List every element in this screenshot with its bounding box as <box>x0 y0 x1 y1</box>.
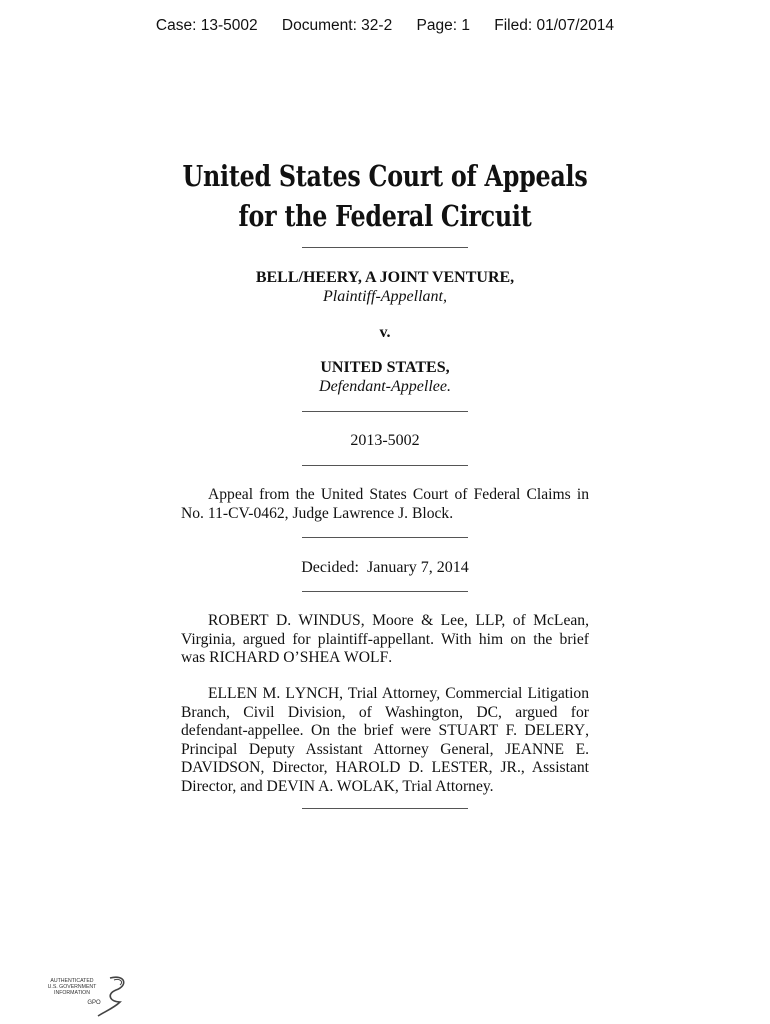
divider <box>302 411 468 412</box>
gpo-authenticated-logo <box>40 972 132 1018</box>
gpo-logo-line1: AUTHENTICATED <box>50 978 94 984</box>
page-number: Page: 1 <box>416 17 470 34</box>
court-title <box>69 156 700 236</box>
appellee-role: Defendant-Appellee. <box>319 378 451 395</box>
counsel-name: STUART F. DELERY <box>438 722 586 739</box>
decided-date: Decided: January 7, 2014 <box>301 559 469 576</box>
appellant-name: BELL/HEERY, A JOINT VENTURE, <box>255 269 515 286</box>
divider <box>302 247 468 248</box>
eagle-wing-icon <box>114 979 122 985</box>
gpo-logo-line3: INFORMATION <box>54 990 90 996</box>
counsel-name: ROBERT D. WINDUS <box>208 612 361 629</box>
versus: v. <box>379 324 391 341</box>
divider <box>302 537 468 538</box>
counsel-name: DEVIN A. WOLAK <box>266 777 395 795</box>
document-header <box>0 17 770 35</box>
eagle-icon <box>98 977 124 1016</box>
gpo-logo-line4: GPO <box>87 1000 101 1006</box>
counsel-name: RICHARD O’SHEA WOLF <box>209 649 389 666</box>
gpo-logo-line2: U.S. GOVERNMENT <box>47 984 97 990</box>
divider <box>302 808 468 809</box>
document-number: Document: 32-2 <box>281 17 393 34</box>
counsel-name: ELLEN M. LYNCH <box>208 685 340 702</box>
appeal-paragraph: Appeal from the United States Court of Federal Claims in No. 11-CV-0462, Judge Lawrence J. Block. <box>181 486 589 522</box>
counsel-name: HAROLD D. LESTER, JR <box>335 759 517 776</box>
docket-number: 2013-5002 <box>350 432 420 449</box>
filed-date: Filed: 01/07/2014 <box>494 17 615 34</box>
case-number: Case: 13-5002 <box>155 17 258 34</box>
court-title-line2: for the Federal Circuit <box>238 199 532 233</box>
counsel-name: JEANNE E. DAVIDSON <box>181 740 589 776</box>
counsel-appellant-paragraph: ROBERT D. WINDUS, Moore & Lee, LLP, of McLean, Virginia, argued for plaintiff-appellant. With him on the brief was RICHARD O’SHEA WOLF. <box>181 612 589 666</box>
court-title-line1: United States Court of Appeals <box>182 159 588 193</box>
divider <box>302 591 468 592</box>
divider <box>302 465 468 466</box>
appellant-role: Plaintiff-Appellant, <box>323 288 447 305</box>
appellee-name: UNITED STATES, <box>320 359 450 376</box>
counsel-appellee-paragraph: ELLEN M. LYNCH, Trial Attorney, Commercial Litigation Branch, Civil Division, of Washington, DC, argued for defendant-appellee. On the brief were STUART F. DELERY, Principal Deputy Assistant Attorney General, JEANNE E. DAVIDSON, Director, HAROLD D. LESTER, JR., Assistant Director, and DEVIN A. WOLAK, Trial Attorney. <box>181 685 590 795</box>
